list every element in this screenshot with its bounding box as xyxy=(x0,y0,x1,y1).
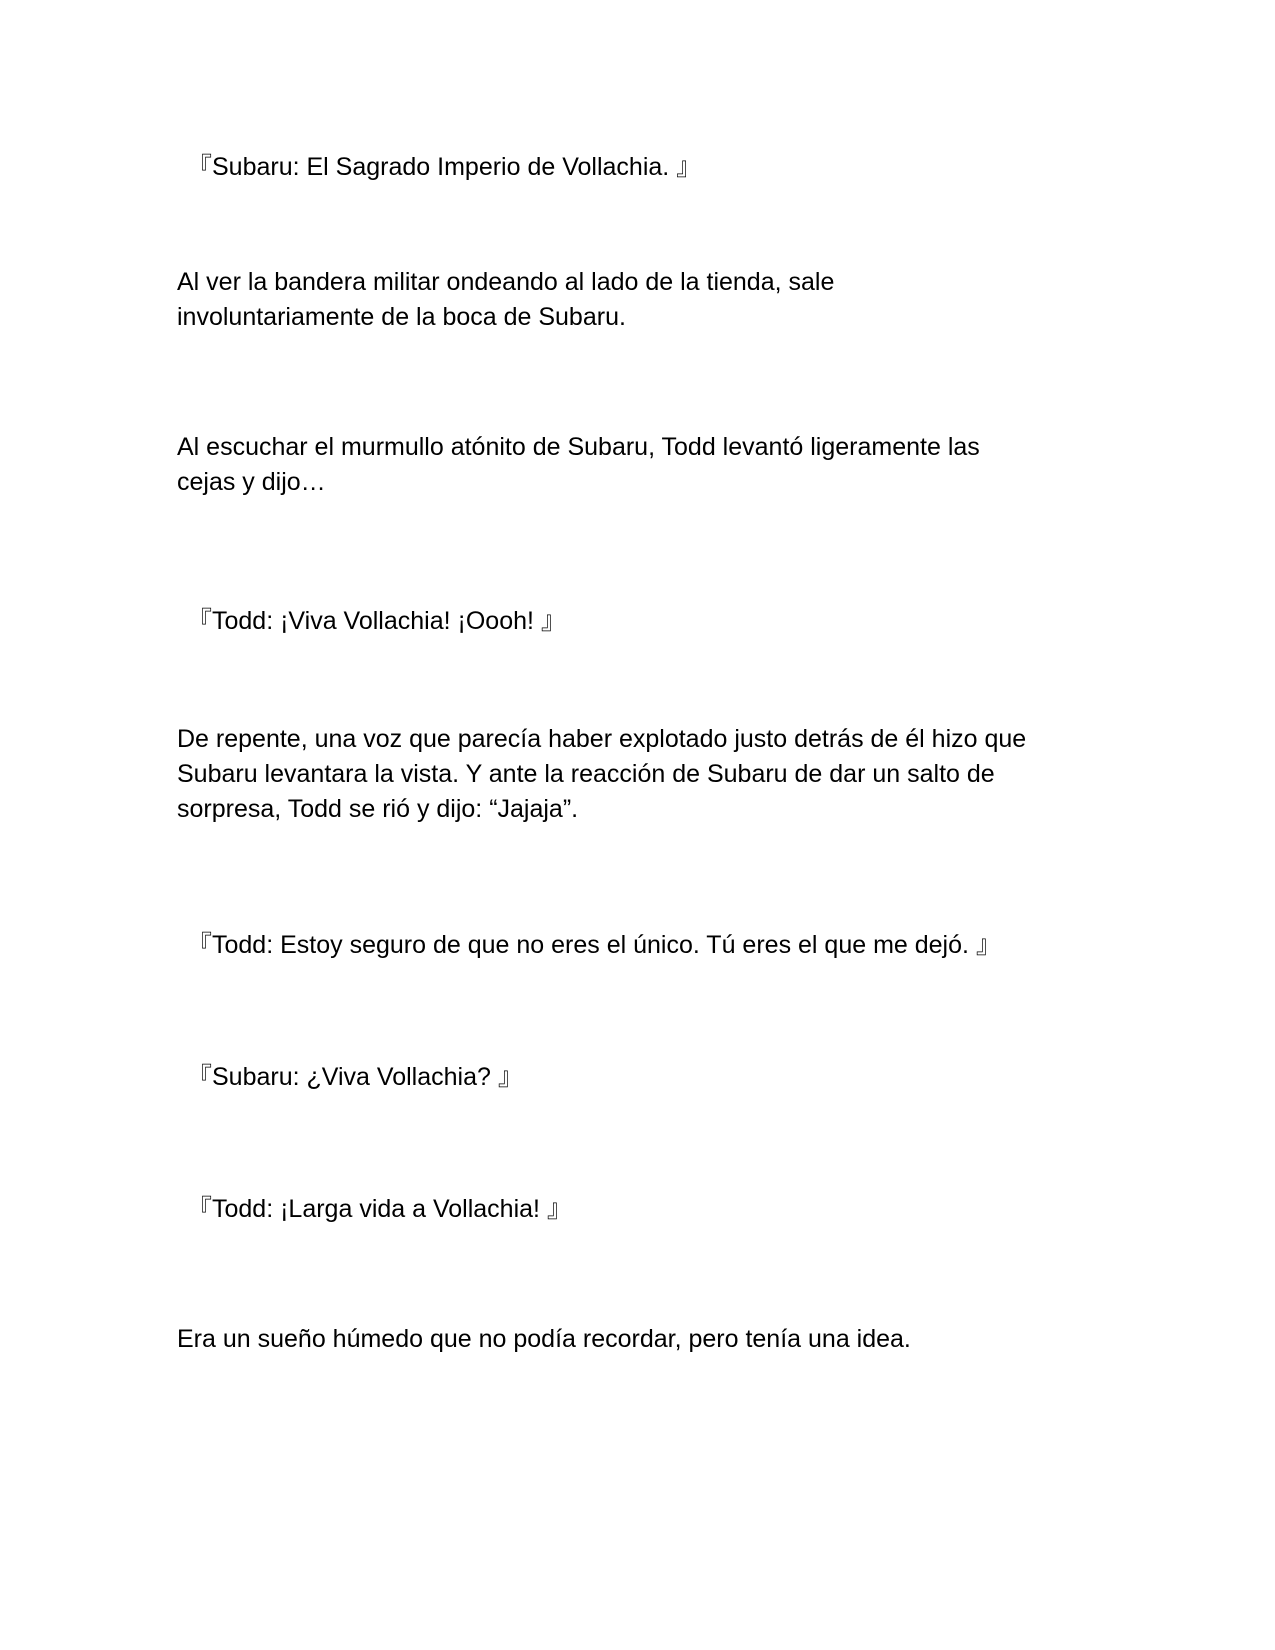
dialogue-text: 『Todd: ¡Viva Vollachia! ¡Oooh! 』 xyxy=(187,607,566,635)
narration-line: Era un sueño húmedo que no podía recordar, pero tenía una idea. xyxy=(177,1325,911,1353)
narration-line: De repente, una voz que parecía haber explotado justo detrás de él hizo que xyxy=(177,725,1027,753)
dialogue-line xyxy=(187,150,1107,185)
dialogue-line xyxy=(187,928,1107,963)
dialogue-line xyxy=(187,1060,1107,1095)
narration-line: involuntariamente de la boca de Subaru. xyxy=(177,303,626,331)
narration-paragraph xyxy=(177,265,1097,335)
narration-line: Al escuchar el murmullo atónito de Subaru, Todd levantó ligeramente las xyxy=(177,433,980,461)
dialogue-line xyxy=(187,604,1107,639)
narration-line: Subaru levantara la vista. Y ante la reacción de Subaru de dar un salto de xyxy=(177,760,995,788)
narration-line: sorpresa, Todd se rió y dijo: “Jajaja”. xyxy=(177,795,579,823)
dialogue-text: 『Todd: ¡Larga vida a Vollachia! 』 xyxy=(187,1195,572,1223)
dialogue-text: 『Subaru: El Sagrado Imperio de Vollachia. 』 xyxy=(187,153,702,181)
dialogue-text: 『Todd: Estoy seguro de que no eres el único. Tú eres el que me dejó. 』 xyxy=(187,931,1001,959)
narration-line: cejas y dijo… xyxy=(177,468,326,496)
narration-line: Al ver la bandera militar ondeando al lado de la tienda, sale xyxy=(177,268,835,296)
narration-paragraph xyxy=(177,722,1097,827)
dialogue-line xyxy=(187,1192,1107,1227)
narration-paragraph xyxy=(177,1322,1097,1357)
narration-paragraph xyxy=(177,430,1097,500)
dialogue-text: 『Subaru: ¿Viva Vollachia? 』 xyxy=(187,1063,523,1091)
